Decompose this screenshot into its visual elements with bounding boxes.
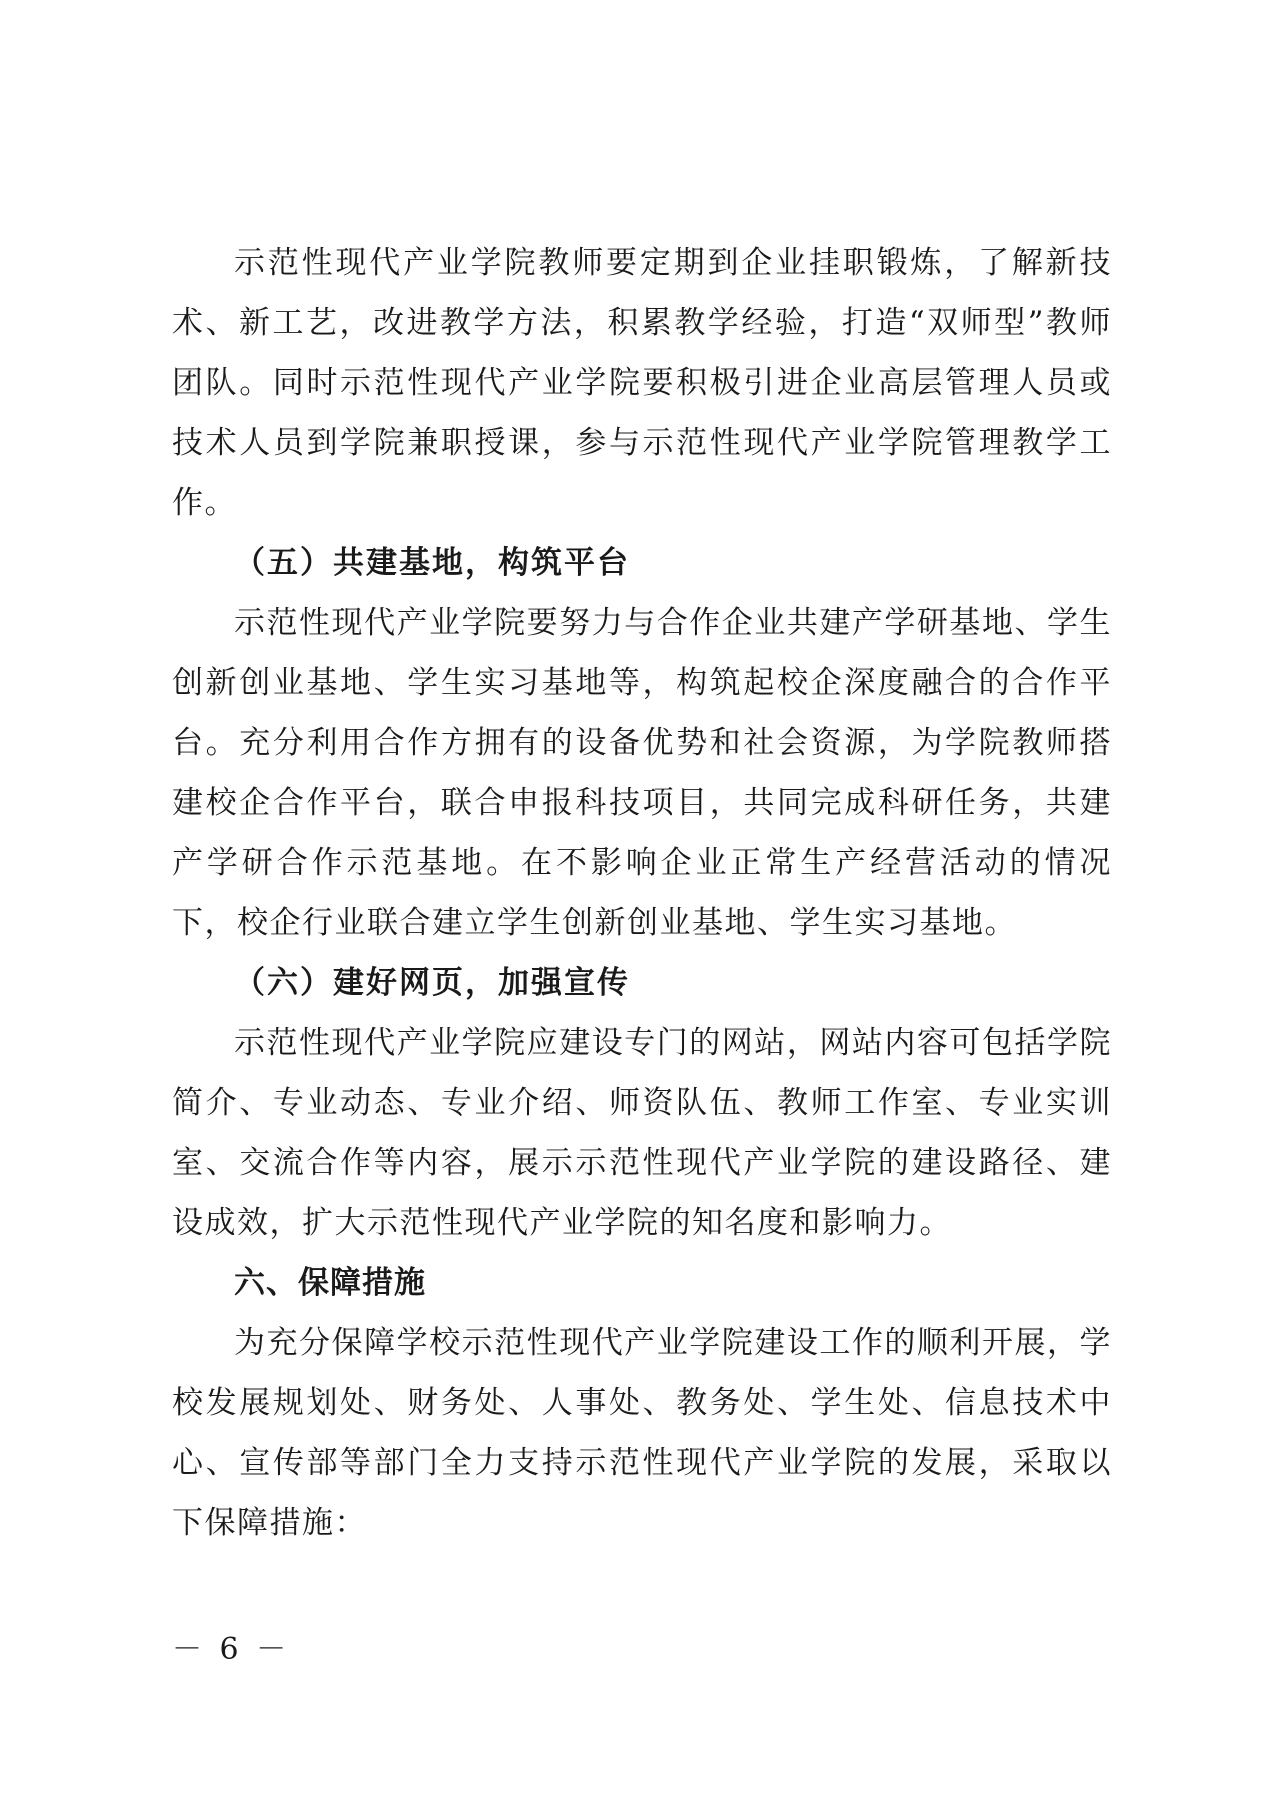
section-heading-6: （六）建好网页，加强宣传 (234, 965, 630, 1001)
paragraph-website: 示范性现代产业学院应建设专门的网站，网站内容可包括学院简介、专业动态、专业介绍、师资队伍、教师工作室、专业实训室、交流合作等内容，展示示范性现代产业学院的建设路径、建设成效，扩大示范性现代产业学院的知名度和影响力。 (172, 1025, 1112, 1241)
page-number: － 6 － (172, 1632, 291, 1667)
paragraph-base-building: 示范性现代产业学院要努力与合作企业共建产学研基地、学生创新创业基地、学生实习基地等，构筑起校企深度融合的合作平台。充分利用合作方拥有的设备优势和社会资源，为学院教师搭建校企合作平台，联合申报科技项目，共同完成科研任务，共建产学研合作示范基地。在不影响企业正常生产经营活动的情况下，校企行业联合建立学生创新创业基地、学生实习基地。 (172, 605, 1112, 941)
chapter-heading-guarantee: 六、保障措施 (234, 1265, 426, 1301)
paragraph-guarantee-intro: 为充分保障学校示范性现代产业学院建设工作的顺利开展，学校发展规划处、财务处、人事处、教务处、学生处、信息技术中心、宣传部等部门全力支持示范性现代产业学院的发展，采取以下保障措施： (172, 1325, 1112, 1541)
document-body (172, 233, 1112, 1553)
paragraph-teacher-training: 示范性现代产业学院教师要定期到企业挂职锻炼，了解新技术、新工艺，改进教学方法，积累教学经验，打造“双师型”教师团队。同时示范性现代产业学院要积极引进企业高层管理人员或技术人员到学院兼职授课，参与示范性现代产业学院管理教学工作。 (172, 245, 1112, 521)
section-heading-5: （五）共建基地，构筑平台 (234, 545, 630, 581)
